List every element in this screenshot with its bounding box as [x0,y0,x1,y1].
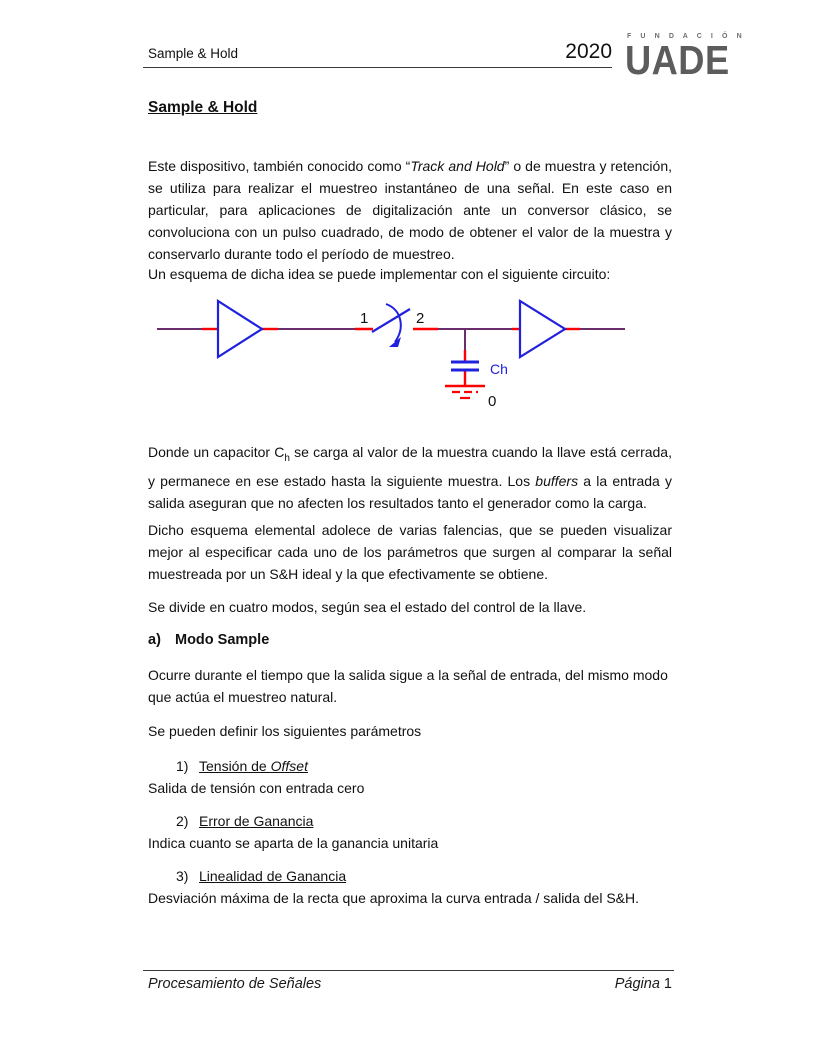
node-1-label: 1 [360,310,369,327]
footer [148,976,672,992]
paragraph-intro-pre: Este dispositivo, también conocido como “ [148,158,411,174]
page-title: Sample & Hold [148,99,258,116]
header-year: 2020 [565,40,612,63]
paragraph-params-intro: Se pueden definir los siguientes parámetros [148,723,422,739]
header-doc-title: Sample & Hold [148,46,239,61]
input-buffer-icon [218,301,262,357]
param-1-label-italic: Offset [270,758,308,774]
paragraph-divide: Se divide en cuatro modos, según sea el estado del control de la llave. [148,599,587,615]
param-1-num: 1) [176,758,189,774]
param-2-label: Error de Ganancia [199,813,314,829]
paragraph-intro-post: ” o de muestra y retención, se utiliza para realizar el muestreo instantáneo de una señal. En este caso en particular, para aplicaciones de digitalización ante un conversor clásico, se convoluciona con un pulso cuadrado, de modo de obtener el valor de la muestra y conservarlo durante todo el período de muestreo. [148,158,672,262]
ground-icon [445,386,485,398]
paragraph-ocurre: Ocurre durante el tiempo que la salida sigue a la señal de entrada, del mismo modo que actúa el muestreo natural. [148,667,668,705]
page-title-wrap [148,96,672,119]
heading-modo-sample-num: a) [148,632,161,648]
paragraph-donde [148,441,672,514]
param-1-label: Tensión de [199,758,271,774]
ground-0-label: 0 [488,393,497,410]
param-item-1 [148,755,672,799]
paragraph-scheme: Un esquema de dicha idea se puede implementar con el siguiente circuito: [148,266,611,282]
cap-ch-label: Ch [490,361,508,377]
paragraph-donde-post: a la entrada y salida aseguran que no afecten los resultados tanto el generador como la carga. [148,472,672,511]
capacitor-icon [451,362,479,370]
heading-modo-sample [148,629,672,651]
footer-page-number: Página 1 [614,976,672,992]
output-buffer-icon [520,301,565,357]
paragraph-donde-pre: Donde un capacitor C [148,444,285,460]
heading-modo-sample-label: Modo Sample [175,632,270,648]
param-1-desc: Salida de tensión con entrada cero [148,780,365,796]
paragraph-dicho: Dicho esquema elemental adolece de varias falencias, que se pueden visualizar mejor al especificar cada uno de los parámetros que surgen al comparar la señal muestreada por un S&H ideal y la que efectivamente se obtiene. [148,522,672,582]
uade-logo-main-text: UADE [624,37,730,83]
node-2-label: 2 [416,310,425,327]
paragraph-donde-italic: buffers [535,472,579,489]
param-3-num: 3) [176,868,189,884]
uade-logo [624,33,746,83]
footer-course-title: Procesamiento de Señales [148,976,322,992]
paragraph-intro [148,155,672,265]
paragraph-donde-sub: h [284,452,290,464]
uade-logo-fundacion-text: F U N D A C I Ó N [627,33,746,40]
paragraph-donde-mid: se carga al valor de la muestra cuando la llave está cerrada, y permanece en ese estado hasta la siguiente muestra. Los [148,444,672,489]
switch-icon [372,304,410,347]
param-3-label: Linealidad de Ganancia [199,868,347,884]
param-item-3 [148,865,672,909]
param-3-desc: Desviación máxima de la recta que aproxima la curva entrada / salida del S&H. [148,890,640,906]
footer-rule [143,970,674,971]
paragraph-intro-italic: Track and Hold [410,158,505,174]
sample-hold-circuit-diagram [150,292,630,420]
param-2-desc: Indica cuanto se aparta de la ganancia unitaria [148,835,439,851]
header-rule [143,67,612,68]
param-item-2 [148,810,672,854]
param-2-num: 2) [176,813,189,829]
